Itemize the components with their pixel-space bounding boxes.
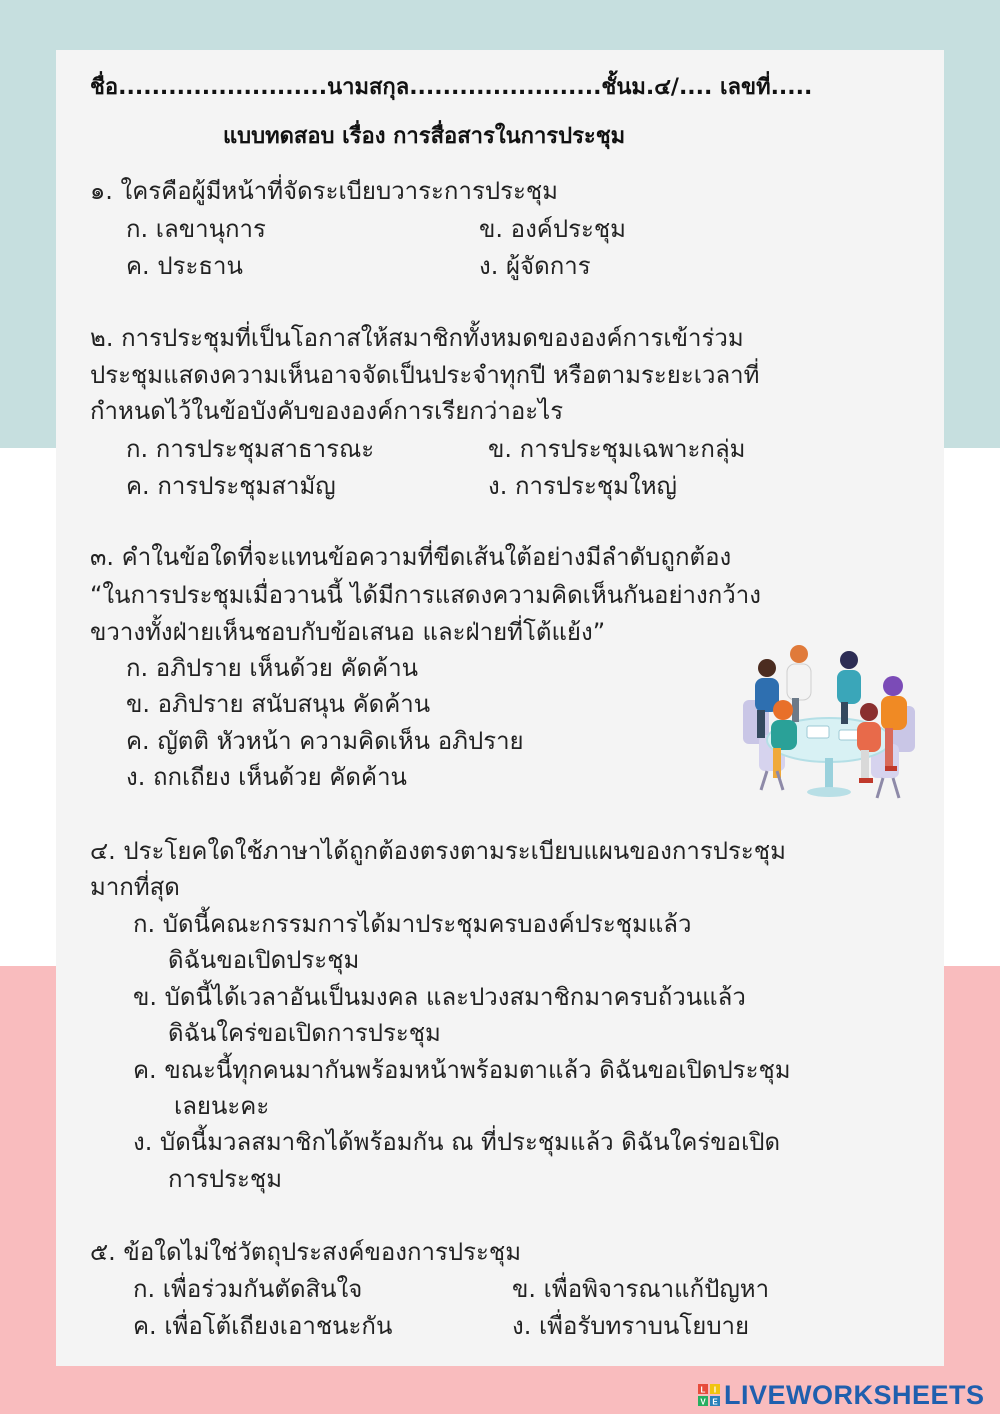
question-1-choice-d[interactable]: ง. ผู้จัดการ	[479, 252, 591, 280]
question-4-choice-a-line-2[interactable]: ดิฉันขอเปิดประชุม	[168, 946, 360, 974]
question-2-stem-line-2: ประชุมแสดงความเห็นอาจจัดเป็นประจำทุกปี หรือตามระยะเวลาที่	[90, 361, 760, 389]
question-4-choice-b-line-2[interactable]: ดิฉันใคร่ขอเปิดการประชุม	[168, 1019, 441, 1047]
question-4-choice-a-line-1[interactable]: ก. บัดนี้คณะกรรมการได้มาประชุมครบองค์ประชุมแล้ว	[133, 910, 692, 938]
brand-wordmark: LIVEWORKSHEETS	[724, 1379, 985, 1410]
liveworksheets-brand[interactable]	[698, 1379, 985, 1410]
question-1-choice-b[interactable]: ข. องค์ประชุม	[479, 215, 626, 243]
question-4-choice-b-line-1[interactable]: ข. บัดนี้ได้เวลาอันเป็นมงคล และปวงสมาชิกมาครบถ้วนแล้ว	[133, 983, 746, 1011]
question-5-choice-c[interactable]: ค. เพื่อโต้เถียงเอาชนะกัน	[133, 1312, 393, 1340]
logo-letter-e: E	[712, 1397, 718, 1406]
question-2-stem-line-1: ๒. การประชุมที่เป็นโอกาสให้สมาชิกทั้งหมดขององค์การเข้าร่วม	[90, 324, 744, 352]
question-5-choice-d[interactable]: ง. เพื่อรับทราบนโยบาย	[512, 1312, 750, 1340]
meeting-illustration-icon	[737, 640, 922, 810]
question-2-choice-d[interactable]: ง. การประชุมใหญ่	[488, 472, 677, 500]
question-3-stem-line-2: “ในการประชุมเมื่อวานนี้ ได้มีการแสดงความคิดเห็นกันอย่างกว้าง	[90, 581, 761, 609]
question-3-stem-line-1: ๓. คำในข้อใดที่จะแทนข้อความที่ขีดเส้นใต้อย่างมีลำดับถูกต้อง	[90, 543, 732, 571]
logo-letter-l: L	[700, 1385, 706, 1395]
question-3-choice-a[interactable]: ก. อภิปราย เห็นด้วย คัดค้าน	[126, 654, 419, 682]
question-2-choice-c[interactable]: ค. การประชุมสามัญ	[126, 472, 336, 500]
question-3-choice-d[interactable]: ง. ถกเถียง เห็นด้วย คัดค้าน	[126, 763, 407, 791]
question-3-stem-line-3: ขวางทั้งฝ่ายเห็นชอบกับข้อเสนอ และฝ่ายที่โต้แย้ง”	[90, 618, 606, 646]
question-1-choice-c[interactable]: ค. ประธาน	[126, 252, 243, 280]
question-5-choice-b[interactable]: ข. เพื่อพิจารณาแก้ปัญหา	[512, 1275, 770, 1303]
question-5-stem: ๕. ข้อใดไม่ใช่วัตถุประสงค์ของการประชุม	[90, 1238, 522, 1266]
question-4-stem-line-2: มากที่สุด	[90, 873, 180, 901]
question-3-choice-c[interactable]: ค. ญัตติ หัวหน้า ความคิดเห็น อภิปราย	[126, 727, 524, 755]
liveworksheets-logo-icon	[698, 1384, 720, 1406]
logo-letter-i: I	[713, 1385, 717, 1395]
question-2-stem-line-3: กำหนดไว้ในข้อบังคับขององค์การเรียกว่าอะไร	[90, 397, 564, 425]
question-4-choice-d-line-1[interactable]: ง. บัดนี้มวลสมาชิกได้พร้อมกัน ณ ที่ประชุมแล้ว ดิฉันใคร่ขอเปิด	[133, 1128, 781, 1156]
question-1-choice-a[interactable]: ก. เลขานุการ	[126, 215, 266, 243]
question-4-choice-d-line-2[interactable]: การประชุม	[168, 1165, 283, 1193]
question-2-choice-a[interactable]: ก. การประชุมสาธารณะ	[126, 435, 375, 463]
student-info-line: ชื่อ.........................นามสกุล.......................ชั้นม.๔/.... เลขที่.....	[90, 75, 813, 100]
logo-letter-v: V	[700, 1397, 706, 1406]
question-3-choice-b[interactable]: ข. อภิปราย สนับสนุน คัดค้าน	[126, 690, 431, 718]
question-5-choice-a[interactable]: ก. เพื่อร่วมกันตัดสินใจ	[133, 1275, 363, 1303]
question-2-choice-b[interactable]: ข. การประชุมเฉพาะกลุ่ม	[488, 435, 746, 463]
question-4-choice-c-line-1[interactable]: ค. ขณะนี้ทุกคนมากันพร้อมหน้าพร้อมตาแล้ว ดิฉันขอเปิดประชุม	[133, 1056, 791, 1084]
worksheet-title: แบบทดสอบ เรื่อง การสื่อสารในการประชุม	[223, 124, 626, 149]
question-4-choice-c-line-2[interactable]: เลยนะคะ	[174, 1092, 270, 1120]
question-1-stem: ๑. ใครคือผู้มีหน้าที่จัดระเบียบวาระการประชุม	[90, 177, 558, 205]
question-4-stem-line-1: ๔. ประโยคใดใช้ภาษาได้ถูกต้องตรงตามระเบียบแผนของการประชุม	[90, 837, 786, 865]
